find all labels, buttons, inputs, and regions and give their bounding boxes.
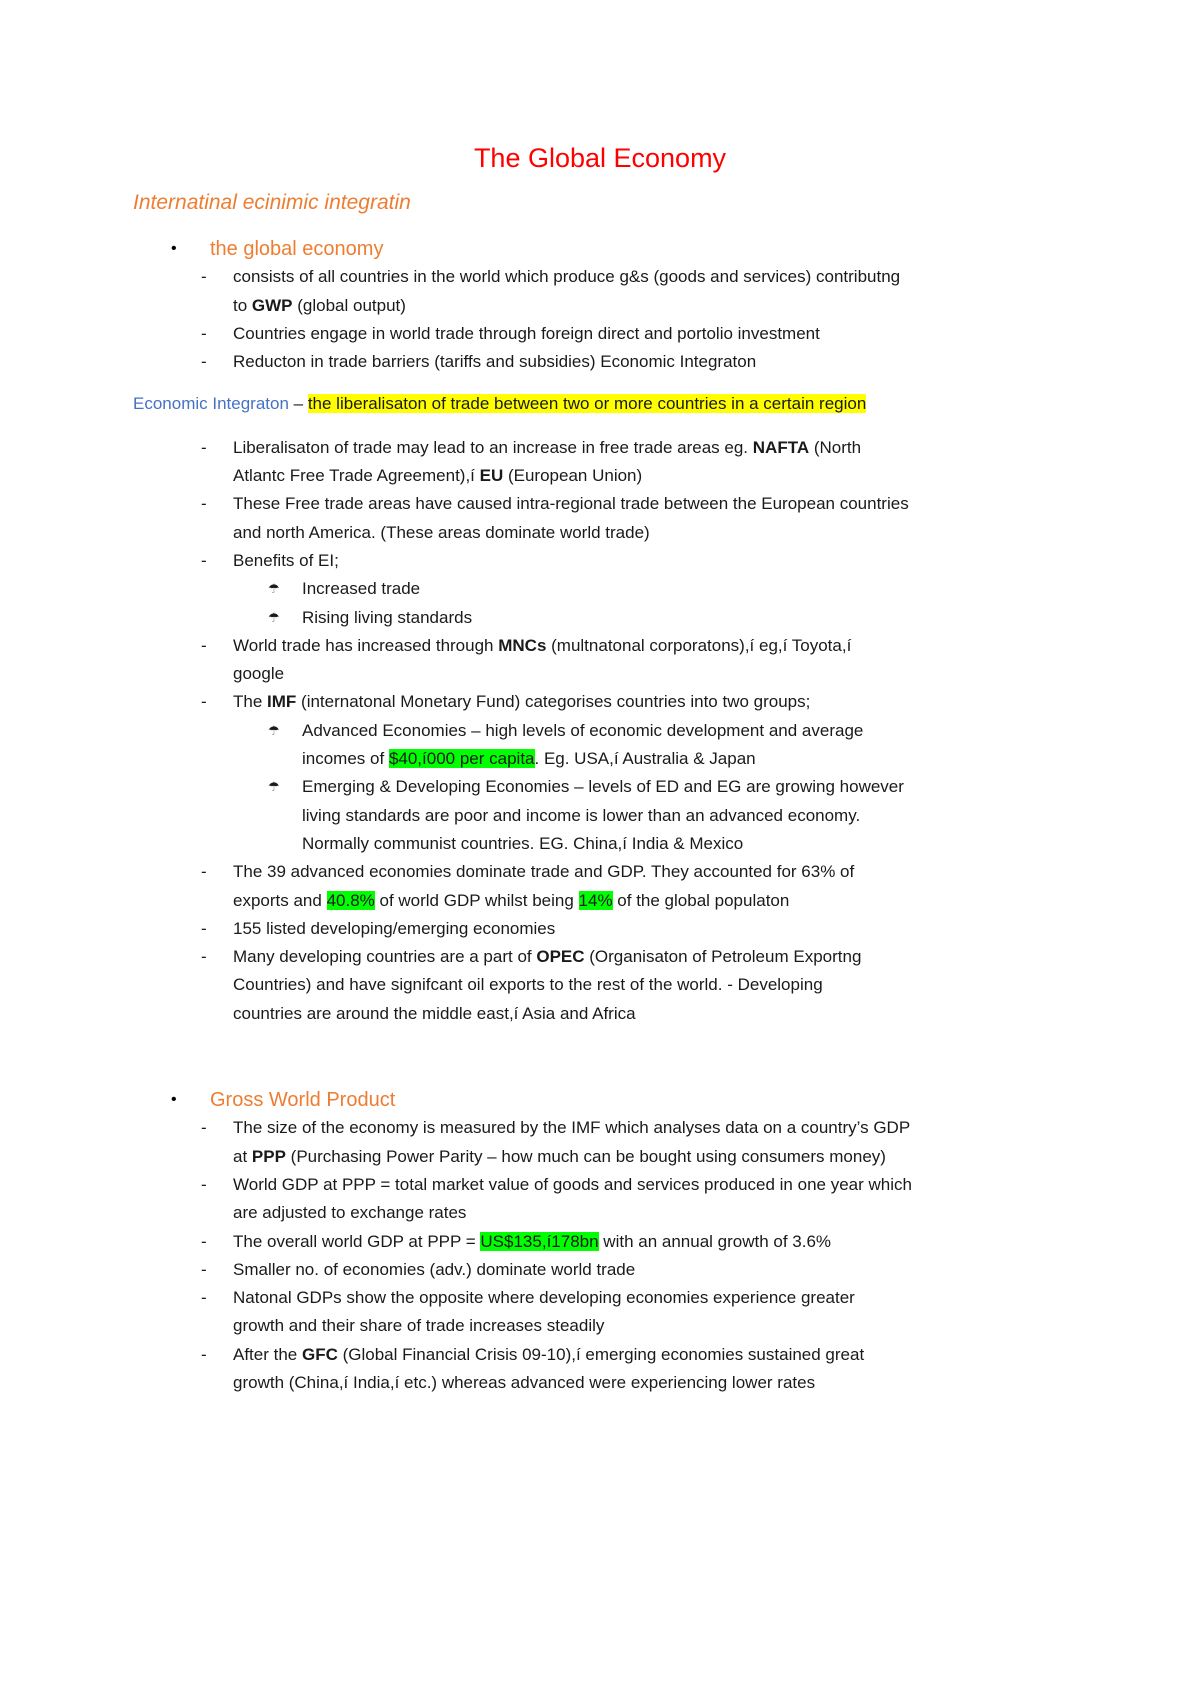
list-item bbox=[0, 434, 1200, 491]
text-line bbox=[0, 1086, 1200, 1114]
dash-marker-icon: - bbox=[201, 494, 207, 514]
highlighted-text: 40.8% bbox=[326, 890, 375, 910]
text-segment: World trade has increased through bbox=[233, 635, 499, 655]
text-line bbox=[0, 263, 1200, 291]
text-segment: google bbox=[233, 664, 285, 684]
text-line bbox=[0, 632, 1200, 660]
text-line bbox=[0, 390, 1200, 418]
text-segment: and north America. (These areas dominate world trade) bbox=[233, 522, 650, 542]
text-line bbox=[0, 1369, 1200, 1397]
text-segment: – bbox=[288, 394, 308, 414]
notes-list bbox=[0, 235, 1200, 1397]
dash-marker-icon: - bbox=[201, 1344, 207, 1364]
bold-term: PPP bbox=[251, 1146, 286, 1166]
text-line bbox=[0, 745, 1200, 773]
text-segment: Emerging & Developing Economies – levels of ED and EG are growing however bbox=[302, 777, 904, 797]
text-line bbox=[0, 1312, 1200, 1340]
dash-marker-icon: - bbox=[201, 1288, 207, 1308]
list-item bbox=[0, 717, 1200, 774]
text-line bbox=[0, 547, 1200, 575]
list-item bbox=[0, 1256, 1200, 1284]
dash-marker-icon: - bbox=[201, 1174, 207, 1194]
text-segment: (multnatonal corporatons),í eg,í Toyota,í bbox=[546, 635, 852, 655]
text-segment: World GDP at PPP = total market value of goods and services produced in one year which bbox=[233, 1174, 912, 1194]
dash-marker-icon: - bbox=[201, 918, 207, 938]
dash-marker-icon: - bbox=[201, 692, 207, 712]
text-line bbox=[0, 660, 1200, 688]
text-segment: Rising living standards bbox=[302, 607, 473, 627]
text-line bbox=[0, 1171, 1200, 1199]
text-segment: The bbox=[233, 692, 268, 712]
list-item bbox=[0, 632, 1200, 689]
text-segment: incomes of bbox=[302, 749, 389, 769]
text-line bbox=[0, 858, 1200, 886]
text-line bbox=[0, 773, 1200, 801]
text-line bbox=[0, 971, 1200, 999]
text-segment: at bbox=[233, 1146, 252, 1166]
list-item bbox=[0, 348, 1200, 376]
text-segment: of the global populaton bbox=[612, 890, 790, 910]
text-line bbox=[0, 887, 1200, 915]
text-segment: . Eg. USA,í Australia & Japan bbox=[534, 749, 756, 769]
sub-bullet-icon: ☂ bbox=[268, 581, 280, 597]
sub-bullet-icon: ☂ bbox=[268, 722, 280, 738]
text-line bbox=[0, 348, 1200, 376]
text-line bbox=[0, 1143, 1200, 1171]
term-label: Economic Integraton bbox=[133, 394, 289, 414]
highlighted-text: $40,í000 per capita bbox=[388, 749, 535, 769]
list-item bbox=[0, 320, 1200, 348]
text-segment: Advanced Economies – high levels of economic development and average bbox=[302, 720, 864, 740]
text-segment: Atlantc Free Trade Agreement),í bbox=[233, 466, 480, 486]
list-item bbox=[0, 688, 1200, 716]
definition bbox=[0, 390, 1200, 418]
text-segment: with an annual growth of 3.6% bbox=[598, 1231, 832, 1251]
dash-marker-icon: - bbox=[201, 323, 207, 343]
dash-marker-icon: - bbox=[201, 267, 207, 287]
text-segment: to bbox=[233, 295, 252, 315]
sub-bullet-icon: ☂ bbox=[268, 609, 280, 625]
text-segment: The 39 advanced economies dominate trade and GDP. They accounted for 63% of bbox=[233, 862, 855, 882]
text-segment: of world GDP whilst being bbox=[374, 890, 579, 910]
text-segment: Liberalisaton of trade may lead to an increase in free trade areas eg. bbox=[233, 437, 753, 457]
text-line bbox=[0, 604, 1200, 632]
highlighted-text: US$135,í178bn bbox=[480, 1231, 599, 1251]
text-segment: are adjusted to exchange rates bbox=[233, 1203, 467, 1223]
list-item bbox=[0, 943, 1200, 1028]
text-line bbox=[0, 1228, 1200, 1256]
section-heading: Internatinal ecinimic integratin bbox=[133, 191, 411, 214]
text-line bbox=[0, 1284, 1200, 1312]
list-item bbox=[0, 1114, 1200, 1171]
text-segment: Normally communist countries. EG. China,í India & Mexico bbox=[302, 833, 744, 853]
document-title bbox=[0, 140, 1200, 176]
text-segment: (European Union) bbox=[503, 466, 643, 486]
text-segment: countries are around the middle east,í Asia and Africa bbox=[233, 1003, 636, 1023]
text-segment: Countries engage in world trade through foreign direct and portolio investment bbox=[233, 323, 820, 343]
bold-term: OPEC bbox=[536, 947, 585, 967]
text-segment: The size of the economy is measured by the IMF which analyses data on a country’s GDP bbox=[233, 1118, 911, 1138]
dash-marker-icon: - bbox=[201, 437, 207, 457]
text-line bbox=[0, 1256, 1200, 1284]
dash-marker-icon: - bbox=[201, 1231, 207, 1251]
text-segment: Benefits of EI; bbox=[233, 550, 339, 570]
dash-marker-icon: - bbox=[201, 862, 207, 882]
text-segment: Reducton in trade barriers (tariffs and subsidies) Economic Integraton bbox=[233, 352, 757, 372]
text-line bbox=[0, 292, 1200, 320]
text-line bbox=[0, 717, 1200, 745]
text-segment: Smaller no. of economies (adv.) dominate world trade bbox=[233, 1259, 636, 1279]
list-item bbox=[0, 1228, 1200, 1256]
list-item bbox=[0, 575, 1200, 603]
list-item bbox=[0, 773, 1200, 858]
text-line bbox=[0, 519, 1200, 547]
dash-marker-icon: - bbox=[201, 550, 207, 570]
bold-term: EU bbox=[479, 466, 504, 486]
text-line bbox=[0, 1199, 1200, 1227]
sub-bullet-icon: ☂ bbox=[268, 779, 280, 795]
dash-marker-icon: - bbox=[201, 635, 207, 655]
section-bullet bbox=[0, 1086, 1200, 1114]
text-segment: Many developing countries are a part of bbox=[233, 947, 537, 967]
text-segment: growth (China,í India,í etc.) whereas advanced were experiencing lower rates bbox=[233, 1372, 816, 1392]
bullet-icon: • bbox=[171, 240, 177, 257]
text-line bbox=[0, 434, 1200, 462]
bold-term: NAFTA bbox=[752, 437, 810, 457]
text-segment: exports and bbox=[233, 890, 327, 910]
dash-marker-icon: - bbox=[201, 1118, 207, 1138]
text-segment: (Purchasing Power Parity – how much can be bought using consumers money) bbox=[285, 1146, 886, 1166]
list-item bbox=[0, 604, 1200, 632]
list-item bbox=[0, 1341, 1200, 1398]
bullet-icon: • bbox=[171, 1091, 177, 1109]
list-item bbox=[0, 858, 1200, 915]
list-item bbox=[0, 490, 1200, 547]
text-segment: growth and their share of trade increases steadily bbox=[233, 1316, 605, 1336]
bold-term: MNCs bbox=[498, 635, 547, 655]
highlighted-text: the liberalisaton of trade between two or more countries in a certain region bbox=[307, 394, 867, 414]
text-segment: the global economy bbox=[210, 238, 384, 260]
text-segment: living standards are poor and income is lower than an advanced economy. bbox=[302, 805, 861, 825]
text-segment: (internatonal Monetary Fund) categorises countries into two groups; bbox=[296, 692, 811, 712]
highlighted-text: 14% bbox=[578, 890, 613, 910]
section-bullet bbox=[0, 235, 1200, 263]
text-line bbox=[0, 915, 1200, 943]
text-line bbox=[0, 575, 1200, 603]
bold-term: GWP bbox=[251, 295, 293, 315]
text-segment: Natonal GDPs show the opposite where developing economies experience greater bbox=[233, 1288, 855, 1308]
text-line bbox=[0, 462, 1200, 490]
text-line bbox=[0, 1114, 1200, 1142]
text-segment: The overall world GDP at PPP = bbox=[233, 1231, 481, 1251]
title-text: The Global Economy bbox=[473, 143, 727, 173]
dash-marker-icon: - bbox=[201, 1259, 207, 1279]
text-line bbox=[0, 688, 1200, 716]
text-segment: (Global Financial Crisis 09-10),í emerging economies sustained great bbox=[337, 1344, 865, 1364]
list-item bbox=[0, 547, 1200, 575]
document-page bbox=[0, 140, 1200, 1397]
dash-marker-icon: - bbox=[201, 352, 207, 372]
text-segment: After the bbox=[233, 1344, 302, 1364]
text-line bbox=[0, 235, 1200, 263]
text-segment: (global output) bbox=[292, 295, 406, 315]
text-line bbox=[0, 1341, 1200, 1369]
bold-term: IMF bbox=[267, 692, 297, 712]
text-segment: 155 listed developing/emerging economies bbox=[233, 918, 556, 938]
bold-term: GFC bbox=[301, 1344, 338, 1364]
text-line bbox=[0, 490, 1200, 518]
list-item bbox=[0, 915, 1200, 943]
text-segment: consists of all countries in the world which produce g&s (goods and services) contributng bbox=[233, 267, 901, 287]
dash-marker-icon: - bbox=[201, 947, 207, 967]
text-line bbox=[0, 830, 1200, 858]
list-item bbox=[0, 263, 1200, 320]
text-segment: Increased trade bbox=[302, 579, 421, 599]
text-segment: (Organisaton of Petroleum Exportng bbox=[584, 947, 862, 967]
text-line bbox=[0, 1000, 1200, 1028]
text-segment: Gross World Product bbox=[210, 1089, 396, 1112]
text-line bbox=[0, 943, 1200, 971]
text-segment: (North bbox=[809, 437, 862, 457]
list-item bbox=[0, 1284, 1200, 1341]
list-item bbox=[0, 1171, 1200, 1228]
text-line bbox=[0, 320, 1200, 348]
text-segment: These Free trade areas have caused intra-regional trade between the European countries bbox=[233, 494, 909, 514]
text-segment: Countries) and have signifcant oil exports to the rest of the world. - Developing bbox=[233, 975, 823, 995]
text-line bbox=[0, 802, 1200, 830]
